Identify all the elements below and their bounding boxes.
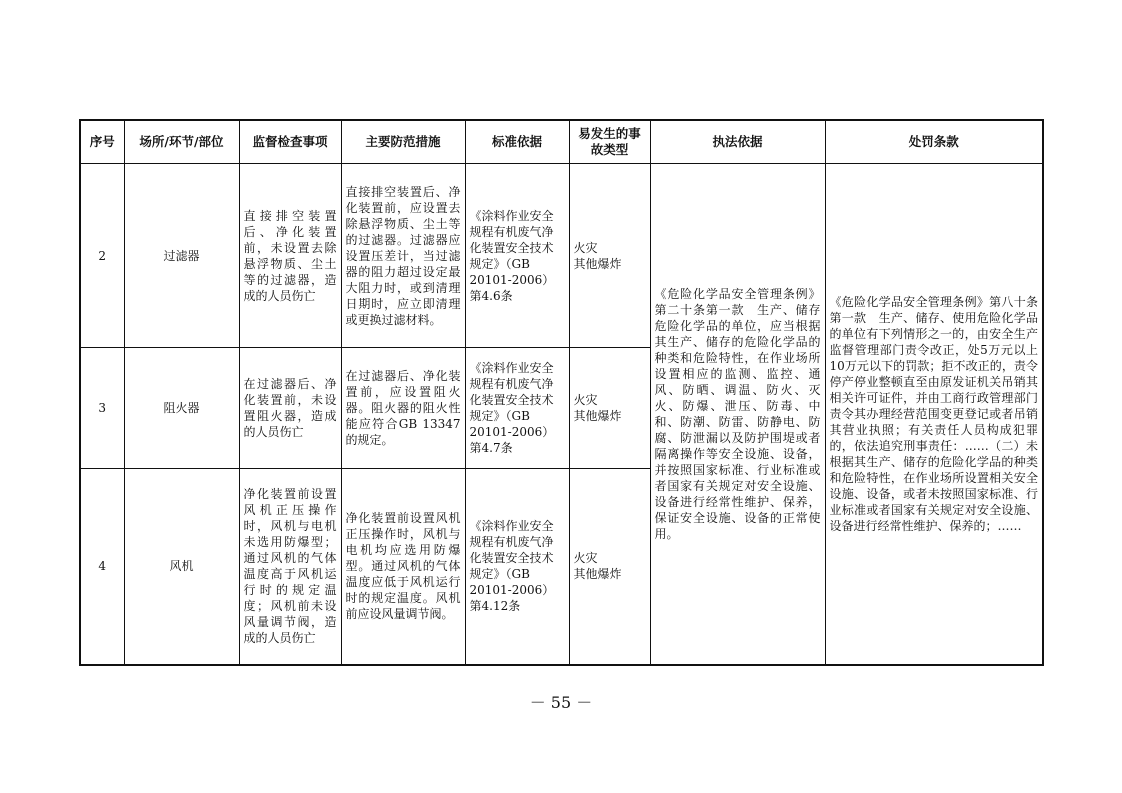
row-standard: 《涂料作业安全规程有机废气净化装置安全技术规定》（GB 20101-2006）第4.12条 [465, 469, 569, 665]
header-accident: 易发生的事故类型 [569, 120, 650, 164]
row-measures: 在过滤器后、净化装置前，应设置阻火器。阻火器的阻火性能应符合GB 13347的规定。 [341, 348, 465, 469]
row-location: 风机 [124, 469, 239, 665]
row-location: 阻火器 [124, 348, 239, 469]
penalty-cell: 《危险化学品安全管理条例》第八十条第一款 生产、储存、使用危险化学品的单位有下列情形之一的，由安全生产监督管理部门责令改正，处5万元以上10万元以下的罚款；拒不改正的，责令停产停业整顿直至由原发证机关吊销其相关许可证件，并由工商行政管理部门责令其办理经营范围变更登记或者吊销其营业执照；有关责任人员构成犯罪的，依法追究刑事责任：……（二）未根据其生产、储存的危险化学品的种类和危险特性，在作业场所设置相关安全设施、设备，或者未按照国家标准、行业标准或者国家有关规定对安全设施、设备进行经常性维护、保养的；…… [825, 164, 1043, 665]
header-measures: 主要防范措施 [341, 120, 465, 164]
header-no: 序号 [80, 120, 124, 164]
law-basis-cell: 《危险化学品安全管理条例》第二十条第一款 生产、储存危险化学品的单位，应当根据其生产、储存的危险化学品的种类和危险特性，在作业场所设置相应的监测、监控、通风、防晒、调温、防火、灭火、防爆、泄压、防毒、中和、防潮、防雷、防静电、防腐、防泄漏以及防护围堤或者隔离操作等安全设施、设备，并按照国家标准、行业标准或者国家有关规定对安全设施、设备进行经常性维护、保养，保证安全设施、设备的正常使用。 [650, 164, 825, 665]
header-law-basis: 执法依据 [650, 120, 825, 164]
header-penalty: 处罚条款 [825, 120, 1043, 164]
row-no: 2 [80, 164, 124, 348]
row-no: 4 [80, 469, 124, 665]
row-measures: 直接排空装置后、净化装置前，应设置去除悬浮物质、尘土等的过滤器。过滤器应设置压差计，当过滤器的阻力超过设定最大阻力时，或到清理日期时，应立即清理或更换过滤材料。 [341, 164, 465, 348]
row-accident: 火灾 其他爆炸 [569, 469, 650, 665]
row-standard: 《涂料作业安全规程有机废气净化装置安全技术规定》（GB 20101-2006）第4.7条 [465, 348, 569, 469]
row-inspection: 净化装置前设置风机正压操作时，风机与电机未选用防爆型；通过风机的气体温度高于风机运行时的规定温度；风机前未设风量调节阀，造成的人员伤亡 [239, 469, 341, 665]
row-accident: 火灾 其他爆炸 [569, 164, 650, 348]
table-row [80, 164, 1043, 348]
page-number: － 55 － [529, 693, 593, 712]
row-standard: 《涂料作业安全规程有机废气净化装置安全技术规定》（GB 20101-2006）第4.6条 [465, 164, 569, 348]
row-accident: 火灾 其他爆炸 [569, 348, 650, 469]
header-standard: 标准依据 [465, 120, 569, 164]
header-inspection: 监督检查事项 [239, 120, 341, 164]
row-location: 过滤器 [124, 164, 239, 348]
row-measures: 净化装置前设置风机正压操作时，风机与电机均应选用防爆型。通过风机的气体温度应低于风机运行时的规定温度。风机前应设风量调节阀。 [341, 469, 465, 665]
header-location: 场所/环节/部位 [124, 120, 239, 164]
regulation-table [79, 119, 1044, 666]
header-row [80, 120, 1043, 164]
row-inspection: 在过滤器后、净化装置前，未设置阻火器，造成的人员伤亡 [239, 348, 341, 469]
row-inspection: 直接排空装置后、净化装置前，未设置去除悬浮物质、尘土等的过滤器，造成的人员伤亡 [239, 164, 341, 348]
row-no: 3 [80, 348, 124, 469]
